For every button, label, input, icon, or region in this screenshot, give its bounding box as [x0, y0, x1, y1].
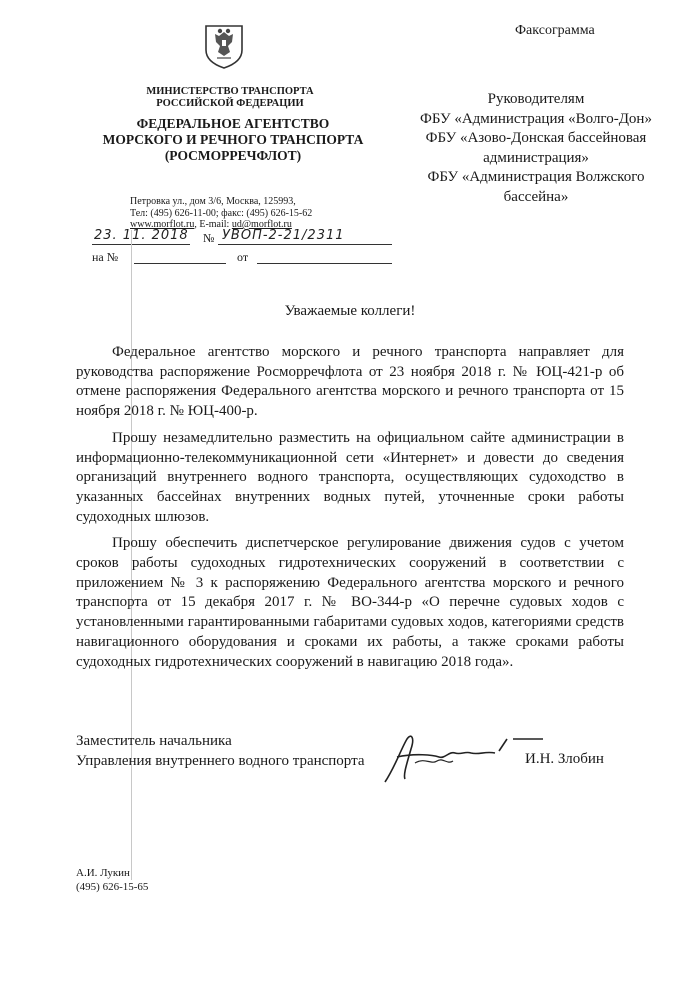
handwritten-date: 23. 11. 2018	[94, 228, 189, 243]
handwritten-number: УВОП-2-21/2311	[222, 228, 345, 243]
outgoing-registration	[92, 228, 392, 249]
recipient-line: администрация»	[483, 149, 589, 166]
body-paragraph: Федеральное агентство морского и речного транспорта направляет для руководства распоряжение Росморречфлота от 23 ноября 2018 г. № ЮЦ-421-р об отмене распоряжения Федерального агентства морского и речного транспорта от 15 ноября 2018 г. № ЮЦ-400-р.	[76, 344, 624, 420]
number-label: №	[203, 231, 215, 245]
recipient-line: бассейна»	[503, 188, 569, 205]
address-line: Петровка ул., дом 3/6, Москва, 125993,	[130, 196, 296, 207]
recipient-line: ФБУ «Азово-Донская бассейновая	[425, 130, 647, 146]
letter-body	[76, 343, 624, 679]
recipient-line: Руководителям	[487, 91, 585, 107]
email-link[interactable]: ud@morflot.ru	[231, 219, 292, 230]
recipient-line: ФБУ «Администрация Волжского	[427, 169, 645, 185]
body-paragraph: Прошу обеспечить диспетчерское регулирование движения судов с учетом сроков работы судоходных гидротехнических сооружений в соответствии с приложением № 3 к распоряжению Федерального агентства морского и речного транспорта от 15 декабря 2017 г. № ВО-344-р «О перечне судовых ходов с установленными гарантированными габаритами судовых ходов, категориями средств навигационного оборудования и сроками их работы, а также сроками работы судоходных гидротехнических сооружений в навигацию 2018 года».	[76, 535, 624, 670]
agency-line: ФЕДЕРАЛЬНОЕ АГЕНТСТВО	[136, 116, 330, 131]
email-prefix: , E-mail:	[194, 219, 232, 230]
executor-name: А.И. Лукин	[76, 867, 130, 879]
executor-info	[76, 866, 148, 894]
recipient-line: ФБУ «Администрация «Волго-Дон»	[420, 110, 652, 127]
greeting: Уважаемые коллеги!	[284, 303, 416, 319]
reference-label: на №	[92, 250, 119, 264]
body-paragraph: Прошу незамедлительно разместить на официальном сайте администрации в информационно-телекоммуникационной сети «Интернет» и довести до сведения организаций внутреннего водного транспорта, осуществляющих судоходство в указанных бассейнах внутренних водных путей, уточненные сроки работы судоходных шлюзов.	[76, 429, 624, 525]
from-label: от	[237, 250, 249, 264]
executor-phone: (495) 626-15-65	[76, 881, 149, 893]
website-link[interactable]: www.morflot.ru	[130, 219, 195, 230]
position-line: Управления внутреннего водного транспорта	[76, 753, 365, 769]
fax-label: Факсограмма	[515, 23, 595, 38]
coat-of-arms-icon	[203, 22, 245, 70]
phone-fax-line: Тел: (495) 626-11-00; факс: (495) 626-15-62	[130, 207, 313, 219]
reference-registration	[92, 250, 392, 268]
ministry-line: РОССИЙСКОЙ ФЕДЕРАЦИИ	[156, 98, 304, 109]
agency-name	[92, 116, 374, 164]
signatory-name: И.Н. Злобин	[525, 751, 604, 767]
handwritten-signature	[375, 727, 545, 787]
recipients-block	[395, 90, 677, 207]
reference-underline	[134, 263, 226, 264]
number-underline	[218, 244, 392, 245]
position-line: Заместитель начальника	[76, 733, 232, 749]
signatory-position	[76, 731, 365, 771]
agency-line: МОРСКОГО И РЕЧНОГО ТРАНСПОРТА	[102, 132, 364, 147]
agency-address	[130, 196, 360, 231]
ministry-name	[130, 86, 330, 110]
agency-line: (РОСМОРРЕЧФЛОТ)	[164, 148, 302, 163]
ministry-line: МИНИСТЕРСТВО ТРАНСПОРТА	[146, 86, 314, 97]
from-underline	[257, 263, 392, 264]
date-underline	[92, 244, 190, 245]
